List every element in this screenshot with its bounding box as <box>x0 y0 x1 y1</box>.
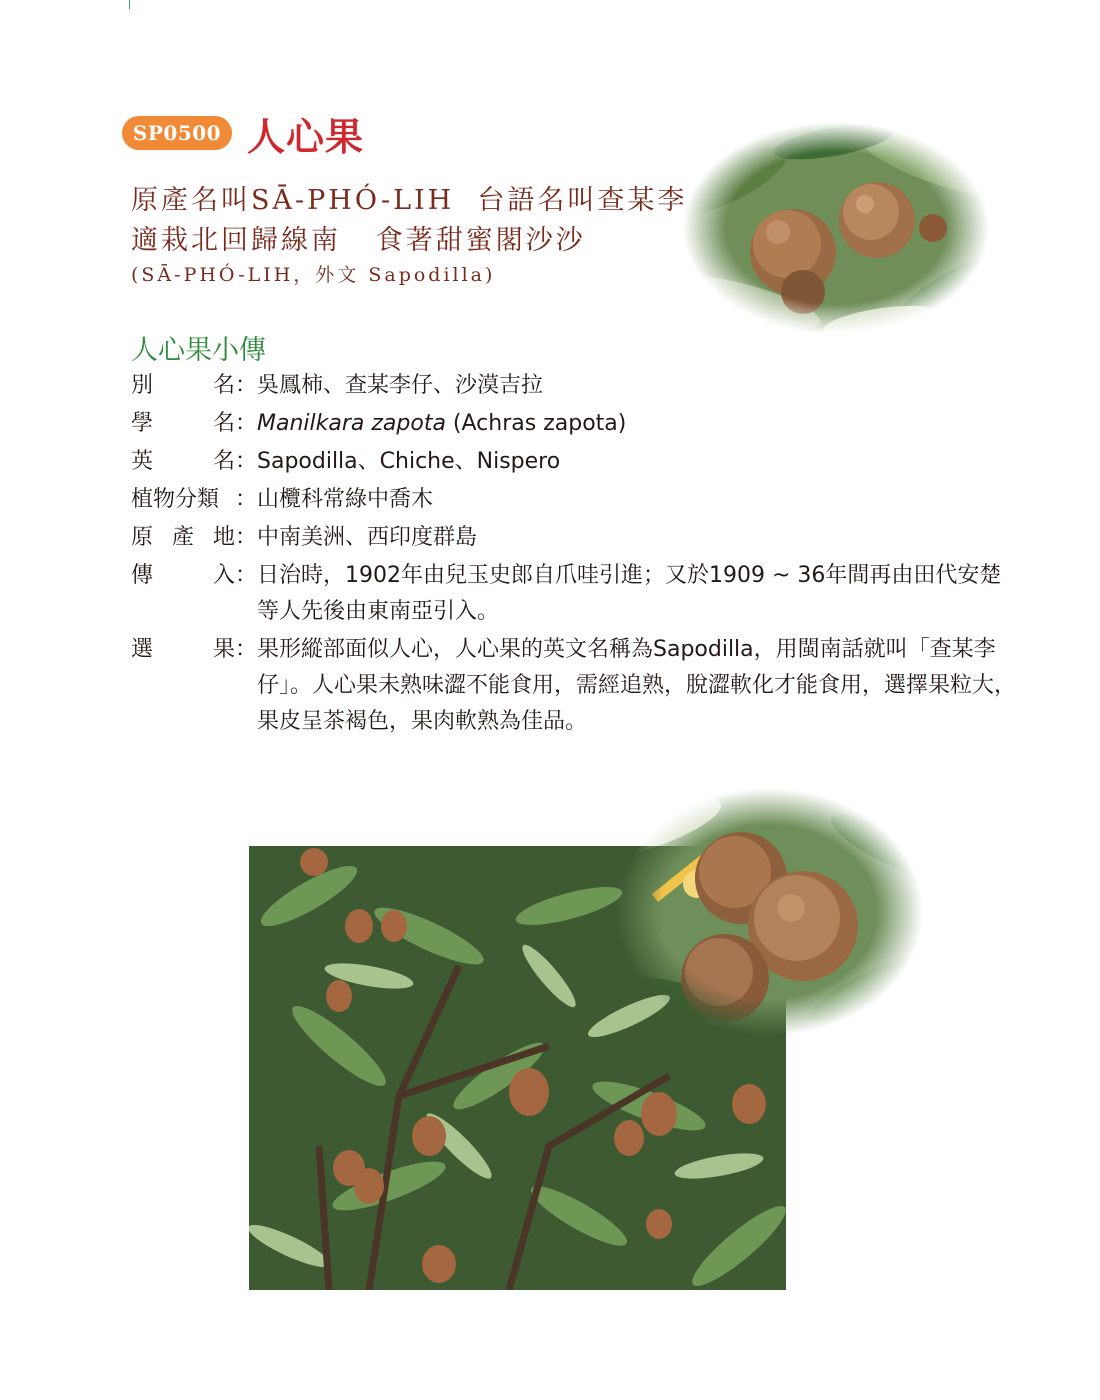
info-row-scientific-name <box>131 406 1031 442</box>
info-label: 英 名 <box>131 449 235 474</box>
info-colon: ： <box>235 449 258 474</box>
info-value: 果形縱部面似人心，人心果的英文名稱為Sapodilla，用閩南話就叫「查某李仔」。人心果未熟味澀不能食用，需經追熟，脫澀軟化才能食用，選擇果粒大，果皮呈茶褐色，果肉軟熟為佳品。 <box>257 637 1017 734</box>
verse-line-2: 適栽北回歸線南 食著甜蜜閣沙沙 <box>131 225 586 256</box>
fruit-cluster-photo <box>683 122 989 334</box>
page-corner-mark <box>129 0 130 9</box>
info-row-fruit-selection <box>131 632 1031 740</box>
info-label: 別 名 <box>131 373 235 398</box>
info-colon: ： <box>235 525 258 550</box>
info-row-english-name <box>131 444 1031 480</box>
info-colon: ： <box>235 411 258 436</box>
info-label: 學 名 <box>131 411 235 436</box>
info-label: 原 產 地 <box>131 525 235 550</box>
page-title: 人心果 <box>247 115 365 159</box>
info-value: 吳鳳柿、查某李仔、沙漠吉拉 <box>257 373 544 398</box>
info-colon: ： <box>235 637 258 662</box>
verse-line-1: 原產名叫SĀ-PHÓ-LIH 台語名叫查某李 <box>131 185 688 216</box>
info-row-introduction <box>131 558 1031 630</box>
info-colon: ： <box>235 563 258 588</box>
info-row-alias <box>131 368 1031 404</box>
info-label: 植物分類 <box>131 487 220 512</box>
info-value: 山欖科常綠中喬木 <box>257 487 434 512</box>
info-label: 選 果 <box>131 637 235 662</box>
info-colon: ： <box>235 373 258 398</box>
info-value <box>257 406 1017 442</box>
section-title: 人心果小傳 <box>131 335 266 366</box>
info-label: 傳 入 <box>131 563 235 588</box>
info-row-origin <box>131 520 1031 556</box>
scientific-name-synonym: (Achras zapota) <box>445 411 627 436</box>
scientific-name-italic: Manilkara zapota <box>257 411 446 436</box>
fruit-closeup-photo <box>615 788 923 1036</box>
info-colon: ： <box>235 487 258 512</box>
species-code-badge: SP0500 <box>122 116 232 150</box>
info-row-classification <box>131 482 1031 518</box>
info-value: 中南美洲、西印度群島 <box>257 525 478 550</box>
info-value: 日治時，1902年由兒玉史郎自爪哇引進；又於1909 ~ 36年間再由田代安楚等人先後由東南亞引入。 <box>257 563 1002 624</box>
info-list <box>131 368 1031 742</box>
verse-note: (SĀ-PHÓ-LIH，外文 Sapodilla) <box>131 264 496 286</box>
info-value: Sapodilla、Chiche、Nispero <box>257 449 561 474</box>
